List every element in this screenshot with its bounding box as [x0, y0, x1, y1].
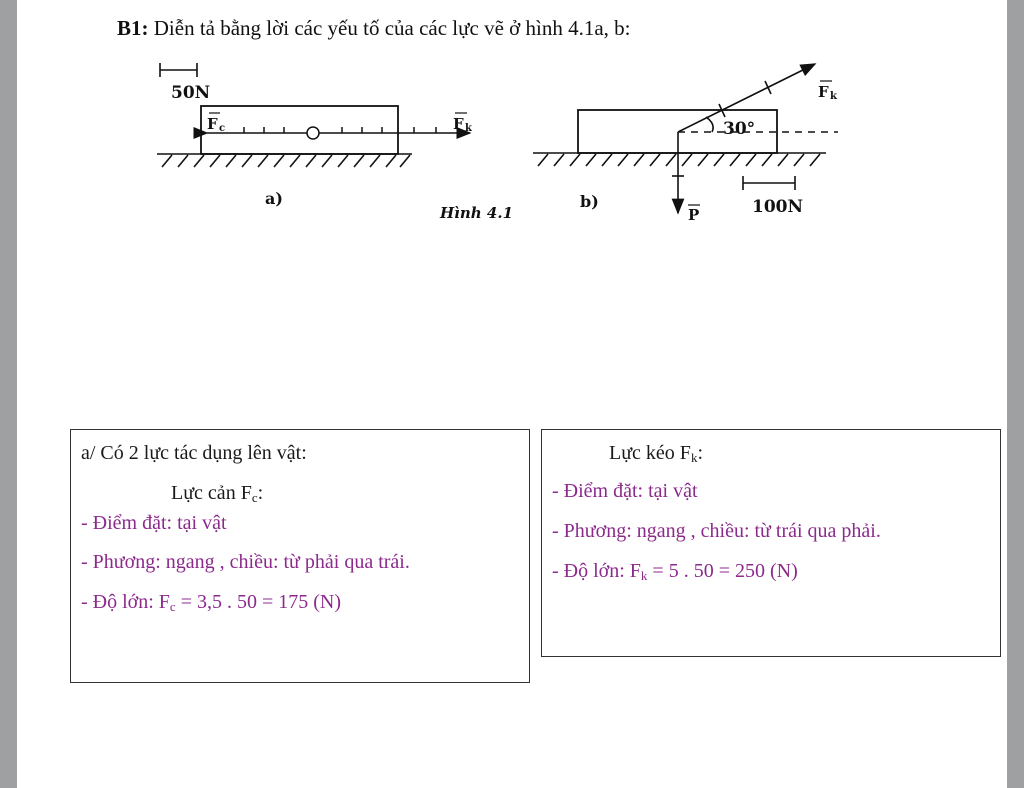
force-line-a [207, 127, 470, 139]
answer-box-right [541, 429, 1001, 657]
svg-text:F: F [453, 115, 464, 133]
pull-force-title: Lực kéo $F_k$: [609, 442, 703, 465]
figure-b-label: b) [580, 192, 599, 211]
angle-arc [706, 117, 713, 132]
angle-label: 30° [723, 119, 756, 139]
drag-force-point: - Điểm đặt: tại vật [81, 512, 227, 534]
force-weight-b [672, 132, 684, 213]
ground-a [157, 154, 412, 167]
figure-a-label: a) [265, 189, 283, 208]
pull-force-direction: - Phương: ngang , chiều: từ trái qua phải. [552, 520, 881, 542]
svg-text:k: k [830, 91, 837, 102]
svg-text:F: F [207, 115, 218, 133]
scale-bar-a [160, 63, 197, 77]
svg-text:c: c [219, 123, 226, 134]
figure-caption: Hình 4.1 [440, 204, 514, 222]
intro-text: a/ Có 2 lực tác dụng lên vật: [81, 442, 307, 464]
pull-force-magnitude: - Độ lớn: $F_k = 5$ . 50 = 250 (N) [552, 560, 798, 583]
ground-b [533, 153, 826, 166]
force-label-p [688, 205, 700, 224]
answer-box-left [70, 429, 530, 683]
scale-bar-b [743, 176, 795, 190]
svg-text:P: P [688, 206, 700, 224]
svg-text:F: F [818, 83, 829, 101]
drag-force-magnitude: - Độ lớn: $F_c = 3,5$ . 50 = 175 (N) [81, 591, 342, 614]
force-label-fc [207, 113, 225, 134]
scale-label-a: 50N [171, 83, 211, 103]
block-a [201, 106, 398, 154]
drag-force-title: Lực cản $F_c$: [171, 482, 264, 505]
drag-force-direction: - Phương: ngang , chiều: từ phải qua trái. [81, 551, 410, 573]
figure-b [533, 64, 838, 224]
scale-label-b: 100N [752, 197, 804, 217]
figure-a [157, 63, 473, 208]
force-label-fk-b [818, 81, 838, 102]
exercise-prompt: Diễn tả bằng lời các yếu tố của các lực vẽ ở hình 4.1a, b: [153, 16, 631, 40]
svg-text:k: k [465, 123, 472, 134]
pull-force-point: - Điểm đặt: tại vật [552, 480, 698, 502]
force-label-fk-a [453, 113, 473, 134]
exercise-number: B1: [117, 16, 149, 40]
